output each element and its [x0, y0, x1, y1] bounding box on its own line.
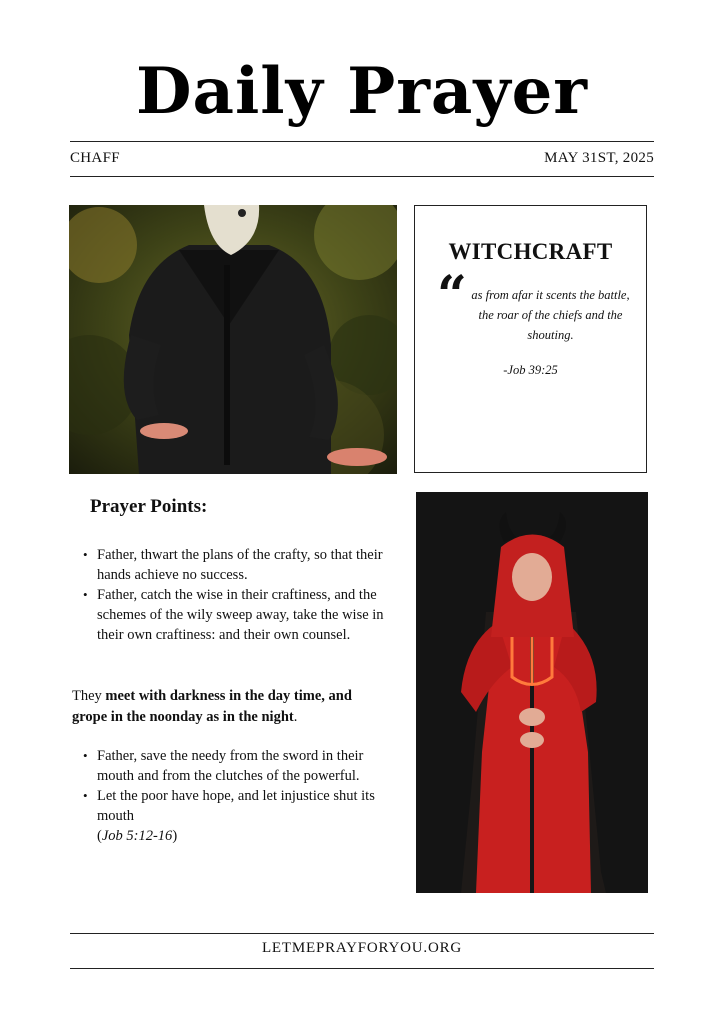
- quote-box-title: WITCHCRAFT: [448, 239, 613, 264]
- header-bottom-rule: [70, 176, 654, 177]
- quote-body: [429, 265, 632, 345]
- masthead-title: Daily Prayer: [136, 54, 588, 129]
- footer-top-rule: [70, 933, 654, 934]
- scripture-reference: [97, 828, 177, 844]
- quotation-mark-icon: “: [437, 265, 467, 326]
- masked-man-photo: [69, 205, 397, 474]
- list-item: • Father, save the needy from the sword in their mouth and from the clutches of the powerful.: [97, 746, 397, 786]
- verse-bold-text: meet with darkness in the day time, and grope in the noonday as in the night: [72, 688, 352, 725]
- section-label: CHAFF: [70, 150, 120, 166]
- prayer-list-2: [80, 746, 397, 846]
- verse-end: .: [293, 709, 298, 725]
- prayer-list-1: [80, 545, 397, 645]
- list-item: • Father, thwart the plans of the crafty, so that their hands achieve no success.: [97, 545, 397, 585]
- ref-close-paren: ): [172, 828, 178, 844]
- prayer-points-heading: Prayer Points:: [90, 496, 208, 517]
- child-devil-costume-photo: [416, 492, 648, 893]
- ref-text: Job 5:12-16: [101, 828, 173, 844]
- top-rule: [70, 141, 654, 142]
- verse-lead: They: [72, 688, 106, 704]
- footer-website: LETMEPRAYFORYOU.ORG: [261, 940, 463, 956]
- list-item-text: Let the poor have hope, and let injustice shut its mouth: [97, 788, 375, 824]
- quote-reference: -Job 39:25: [503, 363, 558, 377]
- list-item: • Father, catch the wise in their craftiness, and the schemes of the wily sweep away, take the wise in their own craftiness: and their own counsel.: [97, 585, 397, 645]
- issue-date: MAY 31ST, 2025: [544, 150, 654, 166]
- footer-bottom-rule: [70, 968, 654, 969]
- quote-text: as from afar it scents the battle, the roar of the chiefs and the shouting.: [471, 288, 630, 342]
- ref-open-paren: (: [97, 828, 102, 844]
- list-item: [97, 786, 397, 846]
- scripture-quote-box: [414, 205, 647, 473]
- verse-paragraph: [72, 686, 372, 728]
